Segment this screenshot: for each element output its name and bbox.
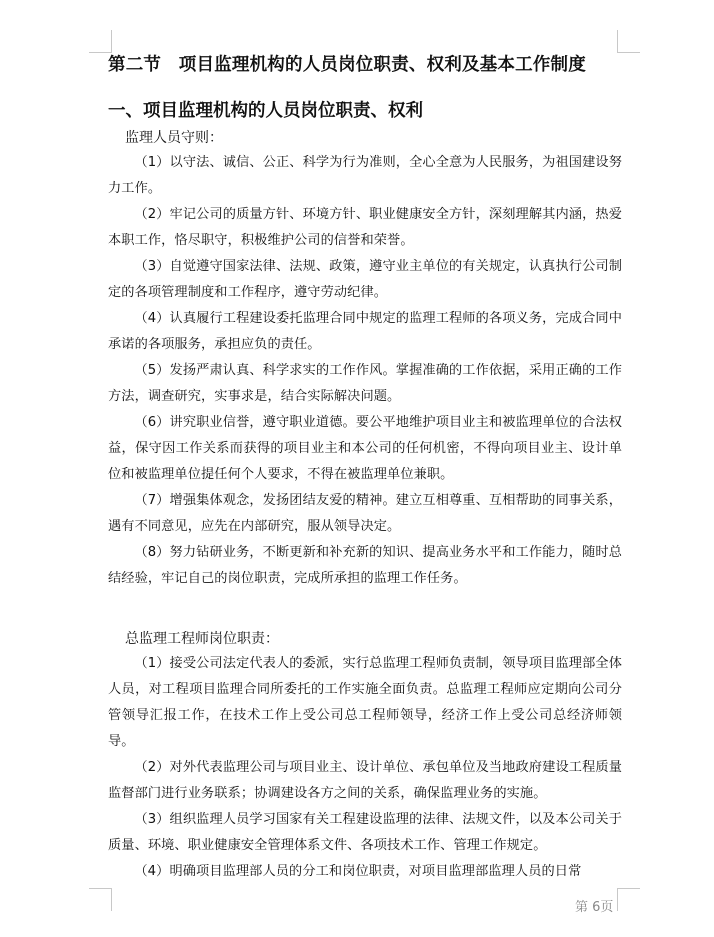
subheading-chief-engineer-duties: 总监理工程师岗位职责： <box>125 631 279 647</box>
subheading-staff-rules: 监理人员守则： <box>125 130 223 146</box>
rule-paragraph: （3）自觉遵守国家法律、法规、政策，遵守业主单位的有关规定，认真执行公司制定的各项管理制度和工作程序，遵守劳动纪律。 <box>108 259 622 300</box>
rule-paragraph: （5）发扬严肃认真、科学求实的工作作风。掌握准确的工作依据，采用正确的工作方法，调查研究，实事求是，结合实际解决问题。 <box>108 363 622 404</box>
rule-paragraph: （2）牢记公司的质量方针、环境方针、职业健康安全方针，深刻理解其内涵，热爱本职工作，恪尽职守，积极维护公司的信誉和荣誉。 <box>108 207 622 248</box>
rule-paragraph: （1）以守法、诚信、公正、科学为行为准则，全心全意为人民服务，为祖国建设努力工作。 <box>108 155 622 196</box>
page-corner-mark-bottom-right <box>617 888 640 911</box>
rule-paragraph: （6）讲究职业信誉，遵守职业道德。要公平地维护项目业主和被监理单位的合法权益，保守因工作关系而获得的项目业主和本公司的任何机密，不得向项目业主、设计单位和被监理单位提任何个人要求，不得在被监理单位兼职。 <box>108 415 622 482</box>
page-number: 第 6页 <box>575 900 614 915</box>
rule-paragraph: （8）努力钻研业务，不断更新和补充新的知识、提高业务水平和工作能力，随时总结经验，牢记自己的岗位职责，完成所承担的监理工作任务。 <box>108 545 622 586</box>
rule-paragraph: （4）认真履行工程建设委托监理合同中规定的监理工程师的各项义务，完成合同中承诺的各项服务，承担应负的责任。 <box>108 311 622 352</box>
duty-paragraph: （3）组织监理人员学习国家有关工程建设监理的法律、法规文件，以及本公司关于质量、环境、职业健康安全管理体系文件、各项技术工作、管理工作规定。 <box>108 812 622 853</box>
page-content <box>108 48 622 885</box>
heading-level-1: 一、项目监理机构的人员岗位职责、权利 <box>108 101 423 121</box>
duty-paragraph: （4）明确项目监理部人员的分工和岗位职责，对项目监理部监理人员的日常 <box>134 864 582 879</box>
duty-paragraph: （1）接受公司法定代表人的委派，实行总监理工程师负责制，领导项目监理部全体人员，对工程项目监理合同所委托的工作实施全面负责。总监理工程师应定期向公司分管领导汇报工作，在技术工作上受公司总工程师领导，经济工作上受公司总经济师领导。 <box>108 656 622 749</box>
section-title: 第二节 项目监理机构的人员岗位职责、权利及基本工作制度 <box>108 55 586 75</box>
page-corner-mark-bottom-left <box>89 888 112 911</box>
rule-paragraph: （7）增强集体观念，发扬团结友爱的精神。建立互相尊重、互相帮助的同事关系，遇有不同意见，应先在内部研究，服从领导决定。 <box>108 493 622 534</box>
duty-paragraph: （2）对外代表监理公司与项目业主、设计单位、承包单位及当地政府建设工程质量监督部门进行业务联系；协调建设各方之间的关系，确保监理业务的实施。 <box>108 760 622 801</box>
